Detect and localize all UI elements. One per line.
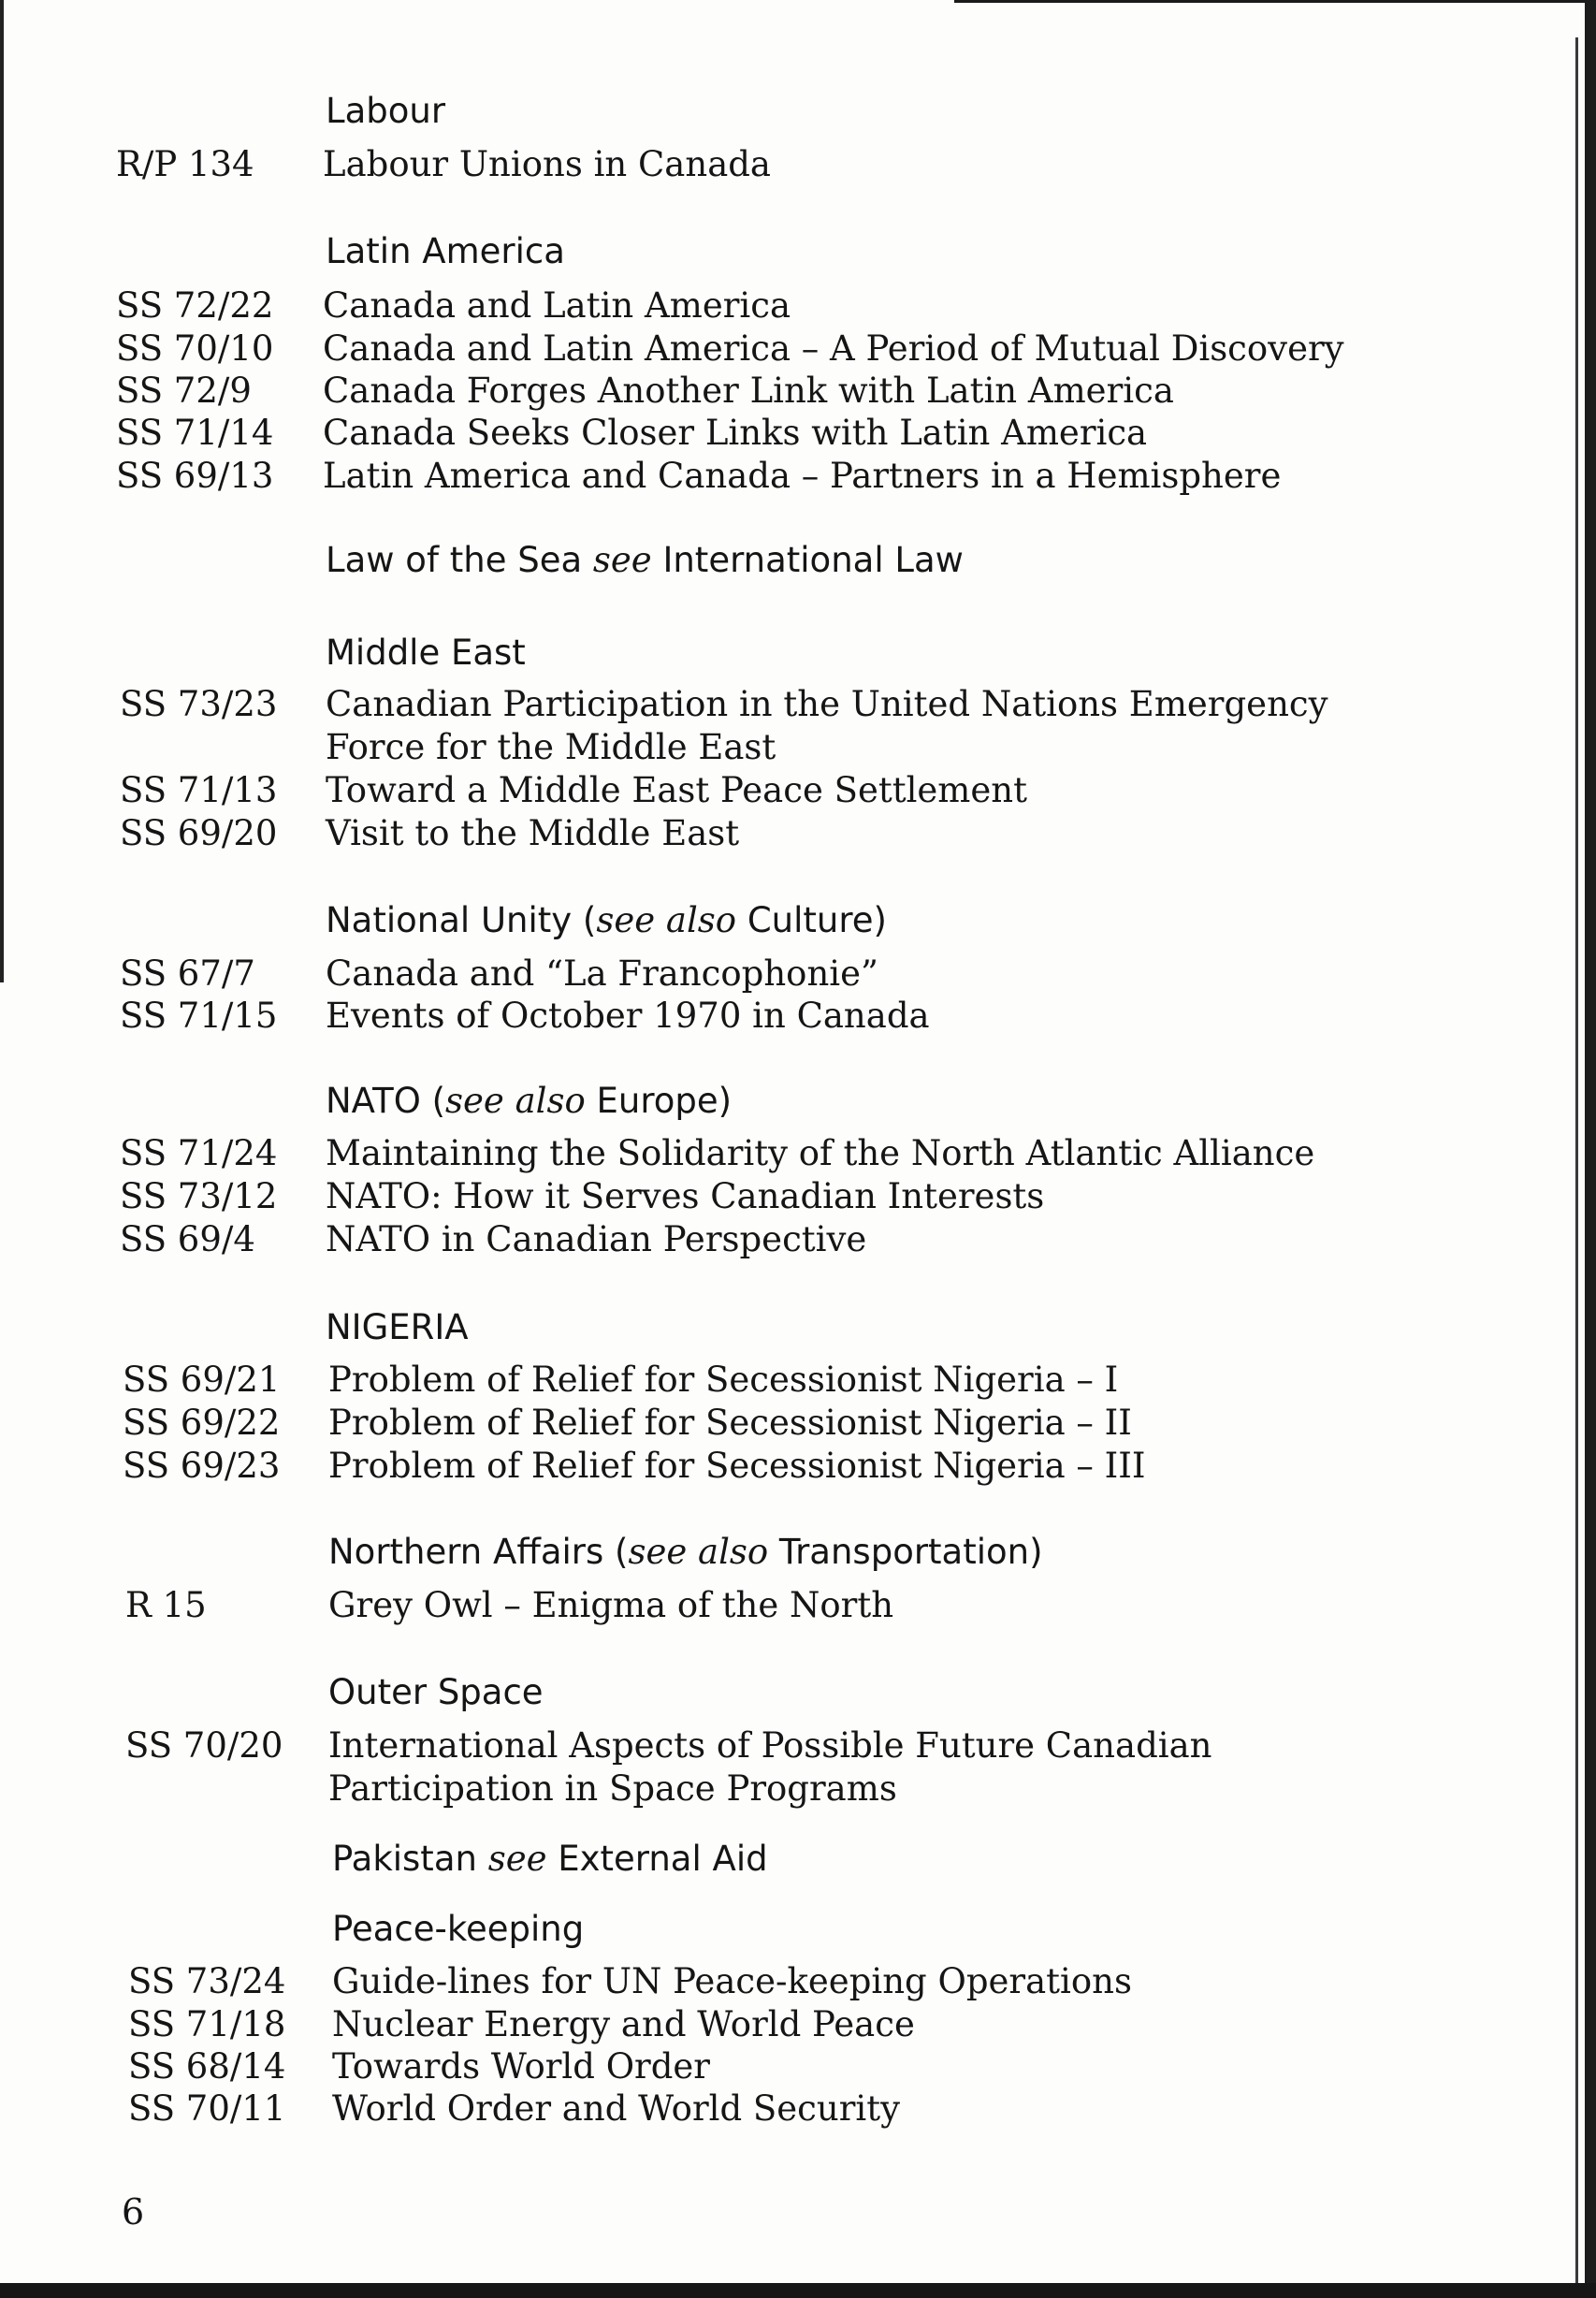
heading-text: Pakistan bbox=[332, 1839, 488, 1879]
entry-code: SS 70/10 bbox=[116, 328, 274, 369]
heading-text: External Aid bbox=[546, 1839, 768, 1879]
scan-edge-top bbox=[954, 0, 1596, 3]
entry-code: SS 72/22 bbox=[116, 285, 274, 326]
entry-code: SS 71/13 bbox=[120, 770, 278, 810]
entry-code: SS 73/23 bbox=[120, 684, 278, 724]
scan-edge-bottom bbox=[0, 2283, 1596, 2298]
entry-code: SS 69/4 bbox=[120, 1219, 255, 1259]
entry-title: International Aspects of Possible Future Canadian bbox=[328, 1725, 1212, 1766]
section-heading-labour: Labour bbox=[326, 91, 446, 131]
entry-code: SS 69/20 bbox=[120, 813, 278, 853]
entry-title: Toward a Middle East Peace Settlement bbox=[326, 770, 1027, 810]
entry-code: SS 71/15 bbox=[120, 996, 278, 1036]
section-heading-outer-space: Outer Space bbox=[328, 1672, 544, 1712]
entry-title: Canada and Latin America bbox=[323, 285, 791, 326]
entry-code: SS 69/13 bbox=[116, 456, 274, 496]
section-heading-nigeria: NIGERIA bbox=[326, 1307, 469, 1347]
section-heading-law-of-the-sea bbox=[326, 540, 964, 581]
entry-title: Problem of Relief for Secessionist Nigeria – III bbox=[328, 1446, 1146, 1486]
heading-text: Europe) bbox=[585, 1081, 733, 1121]
entry-title: NATO: How it Serves Canadian Interests bbox=[326, 1176, 1045, 1216]
entry-title: Canada and “La Francophonie” bbox=[326, 953, 878, 994]
heading-text: Culture) bbox=[736, 900, 887, 940]
entry-code: SS 71/14 bbox=[116, 413, 274, 453]
entry-code: SS 69/21 bbox=[123, 1360, 281, 1400]
heading-text: NATO ( bbox=[326, 1081, 446, 1121]
entry-title: Canada Seeks Closer Links with Latin America bbox=[323, 413, 1148, 453]
entry-title: World Order and World Security bbox=[332, 2088, 900, 2129]
see-also-reference: see also bbox=[596, 900, 737, 940]
section-heading-peace-keeping: Peace-keeping bbox=[332, 1909, 585, 1949]
entry-code: SS 73/12 bbox=[120, 1176, 278, 1216]
entry-code: SS 69/22 bbox=[123, 1403, 281, 1443]
scan-edge-right bbox=[1585, 0, 1596, 2298]
see-also-reference: see also bbox=[628, 1532, 769, 1572]
section-heading-northern-affairs bbox=[328, 1532, 1043, 1573]
page-number: 6 bbox=[122, 2191, 145, 2233]
section-heading-nato bbox=[326, 1081, 732, 1122]
entry-title: Canada Forges Another Link with Latin America bbox=[323, 371, 1174, 411]
entry-code: SS 71/18 bbox=[128, 2004, 286, 2044]
entry-code: SS 72/9 bbox=[116, 371, 252, 411]
entry-code: SS 68/14 bbox=[128, 2046, 286, 2087]
entry-code: R/P 134 bbox=[116, 144, 254, 184]
scan-edge-left bbox=[0, 0, 4, 982]
entry-code: SS 73/24 bbox=[128, 1961, 286, 2001]
entry-title: Visit to the Middle East bbox=[326, 813, 740, 853]
entry-code: SS 70/20 bbox=[125, 1725, 283, 1766]
entry-title: Maintaining the Solidarity of the North Atlantic Alliance bbox=[326, 1133, 1315, 1173]
entry-title: Events of October 1970 in Canada bbox=[326, 996, 930, 1036]
section-heading-pakistan bbox=[332, 1839, 768, 1880]
entry-code: R 15 bbox=[125, 1585, 207, 1625]
entry-code: SS 71/24 bbox=[120, 1133, 278, 1173]
entry-code: SS 69/23 bbox=[123, 1446, 281, 1486]
section-heading-middle-east: Middle East bbox=[326, 633, 526, 673]
see-reference: see bbox=[592, 540, 652, 580]
heading-text: Law of the Sea bbox=[326, 540, 593, 580]
heading-text: Transportation) bbox=[768, 1532, 1043, 1572]
entry-title: Grey Owl – Enigma of the North bbox=[328, 1585, 894, 1625]
section-heading-latin-america: Latin America bbox=[326, 231, 565, 271]
see-reference: see bbox=[487, 1839, 547, 1879]
entry-title-continued: Participation in Space Programs bbox=[328, 1768, 897, 1809]
entry-title-continued: Force for the Middle East bbox=[326, 727, 776, 767]
entry-title: Problem of Relief for Secessionist Nigeria – I bbox=[328, 1360, 1119, 1400]
entry-title: NATO in Canadian Perspective bbox=[326, 1219, 867, 1259]
heading-text: International Law bbox=[651, 540, 964, 580]
entry-code: SS 70/11 bbox=[128, 2088, 286, 2129]
scan-edge-right-inner bbox=[1575, 37, 1578, 2283]
section-heading-national-unity bbox=[326, 900, 887, 941]
entry-title: Labour Unions in Canada bbox=[323, 144, 771, 184]
entry-code: SS 67/7 bbox=[120, 953, 255, 994]
heading-text: Northern Affairs ( bbox=[328, 1532, 629, 1572]
entry-title: Nuclear Energy and World Peace bbox=[332, 2004, 915, 2044]
entry-title: Problem of Relief for Secessionist Nigeria – II bbox=[328, 1403, 1132, 1443]
see-also-reference: see also bbox=[445, 1081, 586, 1121]
entry-title: Canadian Participation in the United Nations Emergency bbox=[326, 684, 1328, 724]
entry-title: Latin America and Canada – Partners in a Hemisphere bbox=[323, 456, 1282, 496]
entry-title: Guide-lines for UN Peace-keeping Operations bbox=[332, 1961, 1132, 2001]
entry-title: Towards World Order bbox=[332, 2046, 710, 2087]
entry-title: Canada and Latin America – A Period of Mutual Discovery bbox=[323, 328, 1344, 369]
heading-text: National Unity ( bbox=[326, 900, 597, 940]
